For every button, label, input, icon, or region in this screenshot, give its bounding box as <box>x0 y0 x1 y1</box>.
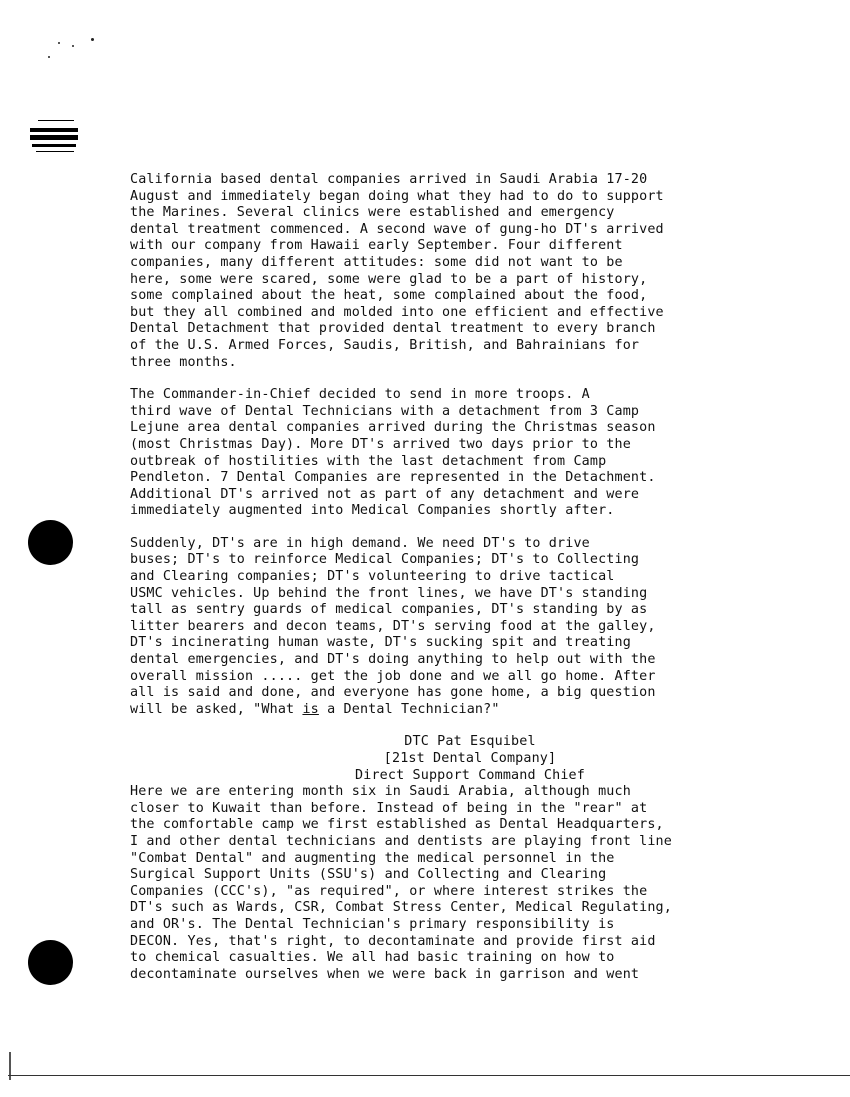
bottom-rule <box>8 1075 850 1076</box>
binder-mark <box>30 128 78 132</box>
page-text <box>130 172 810 983</box>
signature-block: DTC Pat Esquibel [21st Dental Company] Direct Support Command Chief <box>355 734 585 783</box>
scan-speck <box>72 45 74 47</box>
punch-hole <box>28 520 73 565</box>
underlined-word: is <box>302 701 319 717</box>
binder-mark <box>30 135 78 140</box>
paragraph-2: The Commander-in-Chief decided to send in more troops. A third wave of Dental Technicians with a detachment from 3 Camp Lejune area dental companies arrived during the Christmas season (most Christmas Day). More DT's arrived two days prior to the outbreak of hostilities with the last detachment from Camp Pendleton. 7 Dental Companies are represented in the Detachment. Additional DT's arrived not as part of any detachment and were immediately augmented into Medical Companies shortly after. <box>130 387 656 519</box>
paragraph-3-end: a Dental Technician?" <box>318 701 500 717</box>
scan-speck <box>48 56 50 58</box>
paragraph-1: California based dental companies arrived in Saudi Arabia 17-20 August and immediately began doing what they had to do to support the Marines. Several clinics were established and emergency dental treatment commenced. A second wave of gung-ho DT's arrived with our company from Hawaii early September. Four different companies, many different attitudes: some did not want to be here, some were scared, some were glad to be a part of history, some complained about the heat, some complained about the food, but they all combined and molded into one efficient and effective Dental Detachment that provided dental treatment to every branch of the U.S. Armed Forces, Saudis, British, and Bahrainians for three months. <box>130 172 664 370</box>
paragraph-3-text: Suddenly, DT's are in high demand. We need DT's to drive buses; DT's to reinforce Medical Companies; DT's to Collecting and Clearing companies; DT's volunteering to drive tactical USMC vehicles. Up behind the front lines, we have DT's standing tall as sentry guards of medical companies, DT's standing by as litter bearers and decon teams, DT's serving food at the galley, DT's incinerating human waste, DT's sucking spit and treating dental emergencies, and DT's doing anything to help out with the overall mission ..... get the job done and we all go home. After all is said and done, and everyone has gone home, a big question will be asked, "What <box>130 535 656 717</box>
scan-speck <box>91 38 94 41</box>
punch-hole <box>28 940 73 985</box>
binder-mark <box>38 120 74 121</box>
paragraph-4: Here we are entering month six in Saudi Arabia, although much closer to Kuwait than before. Instead of being in the "rear" at the comfortable camp we first established as Dental Headquarters, I and other dental technicians and dentists are playing front line "Combat Dental" and augmenting the medical personnel in the Surgical Support Units (SSU's) and Collecting and Clearing Companies (CCC's), "as required", or where interest strikes the DT's such as Wards, CSR, Combat Stress Center, Medical Regulating, and OR's. The Dental Technician's primary responsibility is DECON. Yes, that's right, to decontaminate and provide first aid to chemical casualties. We all had basic training on how to decontaminate ourselves when we were back in garrison and went <box>130 784 672 982</box>
scan-speck <box>58 42 60 44</box>
paragraph-3 <box>130 536 810 719</box>
binder-mark <box>36 151 74 152</box>
binder-mark <box>32 144 76 147</box>
